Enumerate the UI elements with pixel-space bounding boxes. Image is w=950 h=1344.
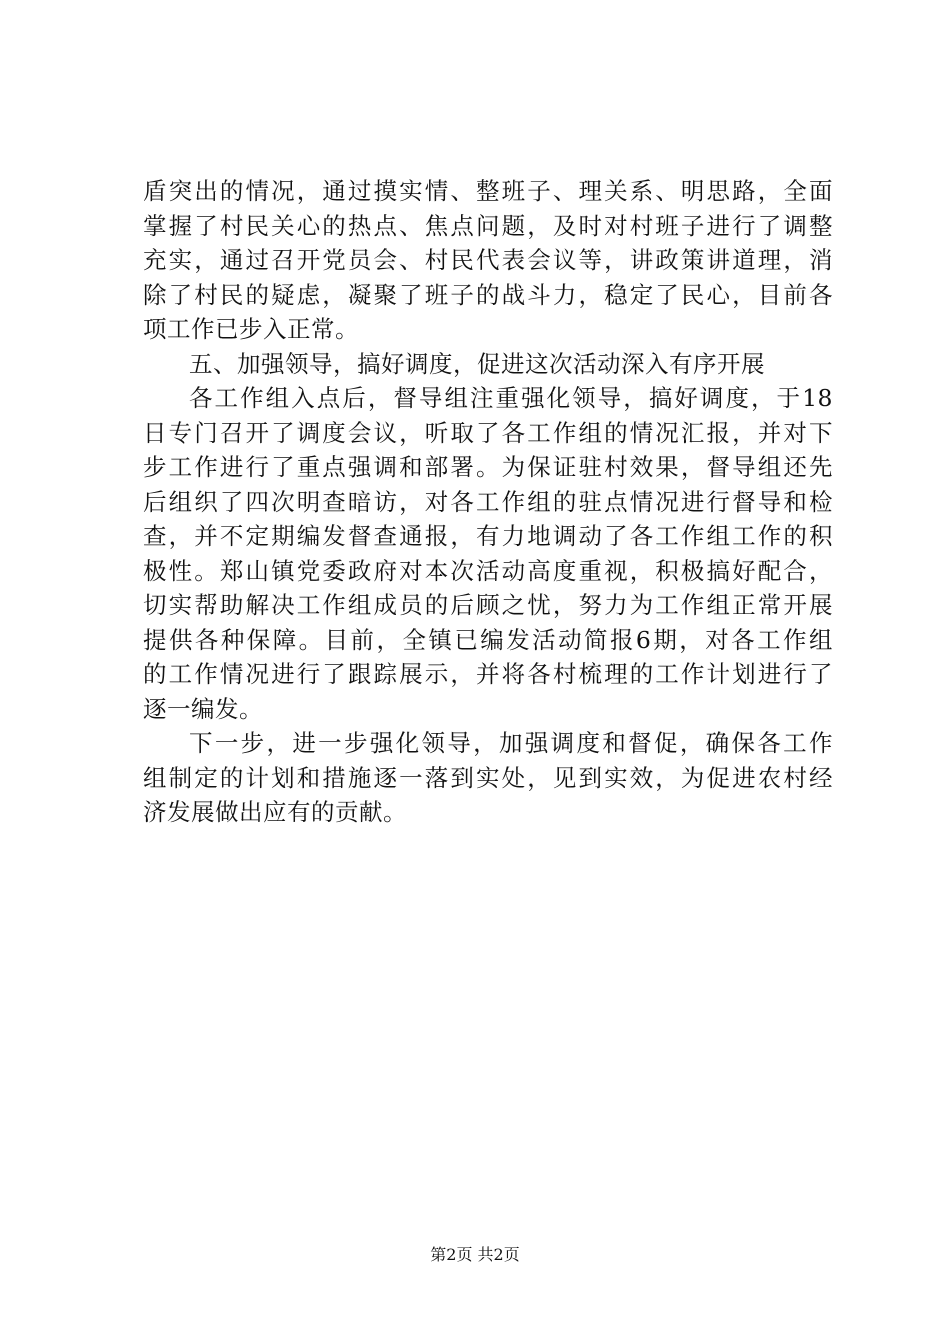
text-line: 掌握了村民关心的热点、焦点问题，及时对村班子进行了调整 <box>143 211 833 240</box>
text-line: 的工作情况进行了跟踪展示，并将各村梳理的工作计划进行了 <box>143 660 833 688</box>
text-line: 济发展做出应有的贡献。 <box>143 798 407 826</box>
document-body <box>143 174 833 830</box>
text-line: 日专门召开了调度会议，听取了各工作组的情况汇报，并对下 <box>143 418 833 447</box>
text-line: 除了村民的疑虑，凝聚了班子的战斗力，稳定了民心，目前各 <box>143 280 833 309</box>
text-line: 步工作进行了重点强调和部署。为保证驻村效果，督导组还先 <box>143 453 833 481</box>
text-line: 项工作已步入正常。 <box>143 315 359 343</box>
text-line: 查，并不定期编发督查通报，有力地调动了各工作组工作的积 <box>143 522 833 550</box>
text-line: 组制定的计划和措施逐一落到实处，见到实效，为促进农村经 <box>143 763 833 792</box>
text-line: 切实帮助解决工作组成员的后顾之忧，努力为工作组正常开展 <box>143 591 833 619</box>
text-line: 后组织了四次明查暗访，对各工作组的驻点情况进行督导和检 <box>143 487 833 516</box>
text-line: 盾突出的情况，通过摸实情、整班子、理关系、明思路，全面 <box>143 177 833 205</box>
page-number-footer: 第2页 共2页 <box>430 1245 520 1264</box>
text-line: 充实，通过召开党员会、村民代表会议等，讲政策讲道理，消 <box>143 246 833 274</box>
text-line: 提供各种保障。目前，全镇已编发活动简报6期，对各工作组 <box>143 625 833 654</box>
text-line: 下一步，进一步强化领导，加强调度和督促，确保各工作 <box>189 729 833 757</box>
section-heading: 五、加强领导，搞好调度，促进这次活动深入有序开展 <box>189 349 765 378</box>
text-line: 各工作组入点后，督导组注重强化领导，搞好调度，于18 <box>189 384 833 412</box>
text-line: 极性。郑山镇党委政府对本次活动高度重视，积极搞好配合， <box>143 556 833 585</box>
text-line: 逐一编发。 <box>143 694 263 723</box>
